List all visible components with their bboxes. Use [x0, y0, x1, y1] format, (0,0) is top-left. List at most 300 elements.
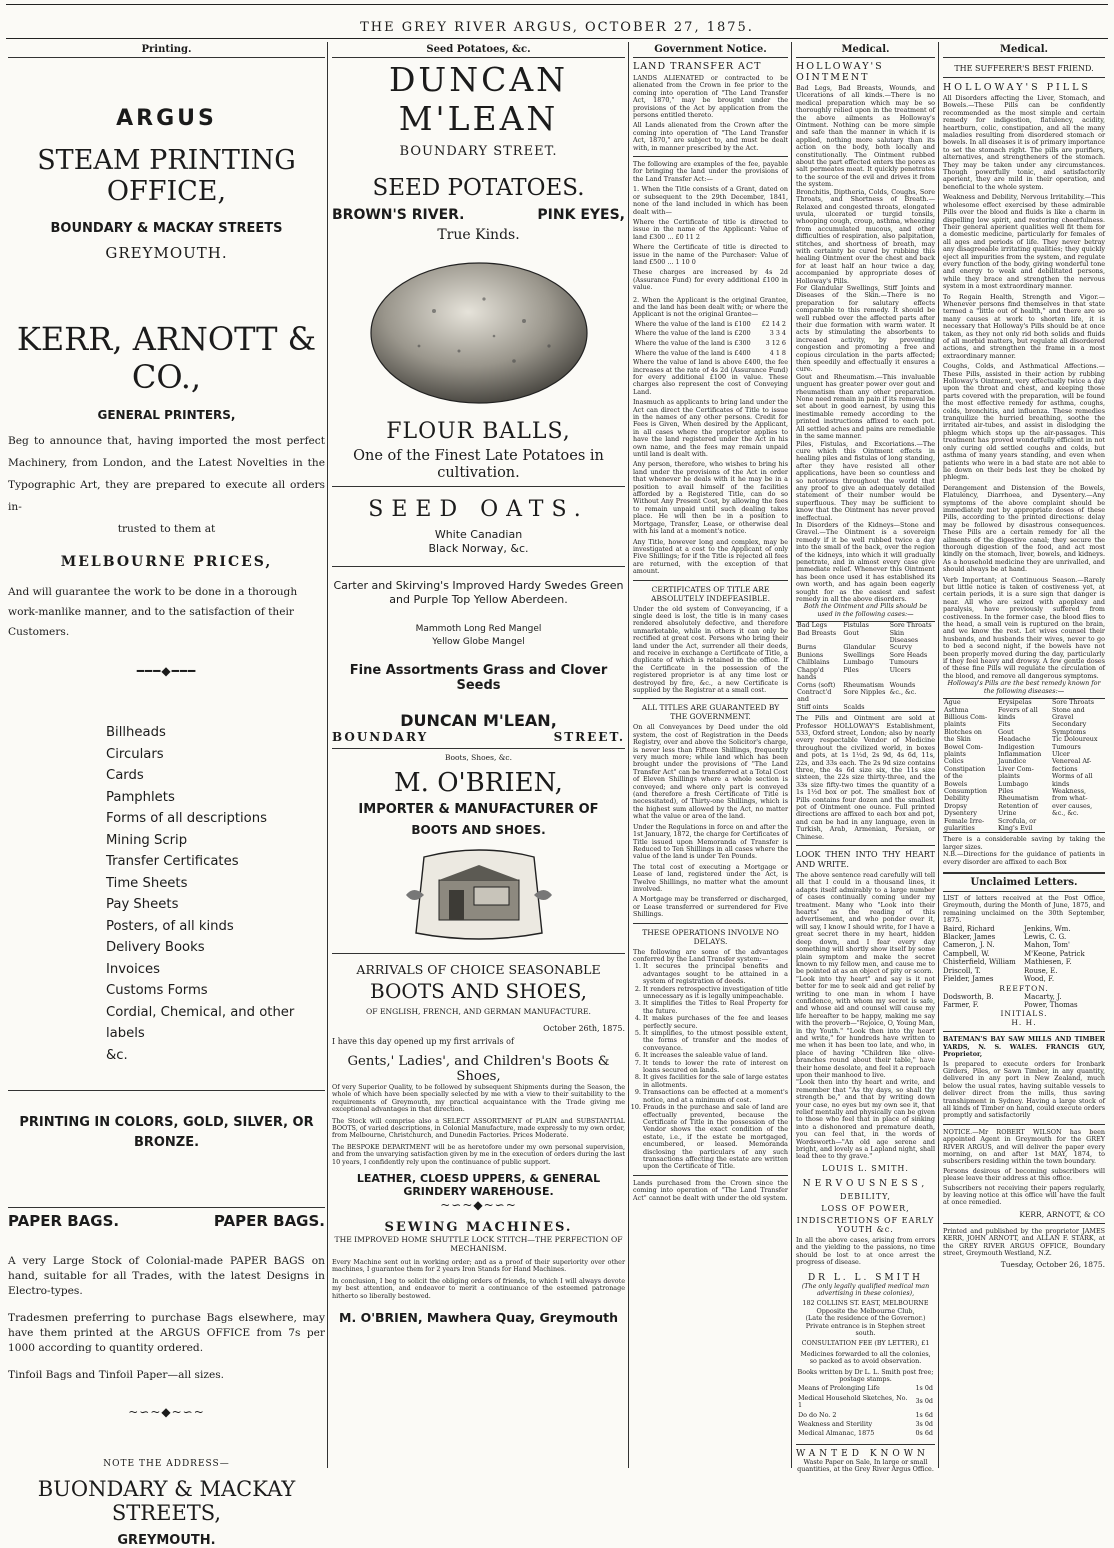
grid-cell: Debility	[944, 794, 970, 803]
grid-cell: Weakness,	[1052, 786, 1086, 795]
kerr-arnott-signature: KERR, ARNOTT, & CO	[1019, 1209, 1105, 1219]
grid-cell	[1051, 818, 1105, 825]
lt-paragraph-10: Inasmuch as applicants to bring land under the Act can direct the Certificates of Title to issue in the names of any other persons. Credit for Fees is Given, When desired by the Applicant, in all cases where the proprietor applies to have the land registered under the Act in his own name, and the fees may remain unpaid until land is dealt with.	[633, 398, 788, 459]
letters-list-intro: LIST of letters received at the Post Office, Greymouth, during the Month of June, 1875, and remaining unclaimed on the 30th September, 1875.	[943, 894, 1105, 925]
pills-diseases-grid	[943, 698, 1105, 833]
table-row	[798, 1385, 933, 1392]
grid-cell: Chapp'd hands	[797, 665, 824, 682]
grid-cell: Bunions	[797, 650, 824, 659]
grid-cell: Stone and	[1052, 705, 1085, 714]
list-item: Pamphlets	[106, 789, 175, 805]
lt-paragraph-7: These charges are increased by 4s 2d (Assurance Fund) for every additional £100 in value.	[633, 268, 788, 292]
grid-cell: Rheumatism	[843, 680, 884, 689]
paper-bags-left: PAPER BAGS.	[8, 1212, 120, 1230]
notice-agent: NOTICE.—Mr ROBERT WILSON has been appointed Agent in Greymouth for the GREY RIVER ARGUS, and will deliver the paper every morning, on and after 1st MAY, 1874, to subscribers residing within the town boundary.	[943, 1127, 1105, 1166]
price-label: Medical Household Sketches, No. 1	[798, 1393, 908, 1410]
printing-colors: PRINTING IN COLORS, GOLD, SILVER, OR BRONZE.	[19, 1115, 314, 1150]
guarantee-paragraph: And will guarantee the work to be done in a thorough work-manlike manner, and to the satisfaction of their Customers.	[8, 586, 298, 638]
pills-paragraph-5: Derangement and Distension of the Bowels, Flatulency, Diarrhoea, and Dysentery.—Any symptoms of the above complaint should be immediately met by appropriate doses of these Pills, according to the printed directions: delay may be followed by disastrous consequences. These Pills are a certain remedy for all the ailments of the digestive canal; they secure the thorough digestion of the food, and act most kindly on the stomach, liver, bowels, and kidneys. As a household medicine they are unrivalled, and should always be at hand.	[943, 483, 1105, 574]
grid-cell: Inflammation	[998, 749, 1042, 758]
lt-paragraph-13: Under the old system of Conveyancing, if a single deed is lost, the title is in many cases rendered absolutely defective, and therefore unmarketable, while in others it can only be rectified at great cost. Persons who bring their land under the Act, surrender all their deeds, and receive in exchange a Certificate of Title, a duplicate of which is retained in the office. If the Certificate in the possession of the registered proprietor is at any time lost or destroyed by fire, &c., a new Certificate is supplied by the Registrar at a small cost.	[633, 604, 788, 694]
best-remedy-heading: Holloway's Pills are the best remedy known for the following diseases:—	[947, 679, 1101, 695]
lt-paragraph-1: LANDS ALIENATED or contracted to be alienated from the Crown in fee prior to the coming into operation of "The Land Transfer Act, 1870," may be brought under the provisions of the Act by application from the persons entitled thereto.	[633, 74, 788, 120]
grid-cell: Billious Com-	[944, 712, 988, 721]
grid-cell: Gout	[843, 628, 859, 637]
price-label: Do do No. 2	[798, 1410, 837, 1419]
grid-cell: Fistulas	[843, 621, 869, 630]
grid-cell: Ulcers	[889, 665, 911, 674]
street-word: STREET.	[553, 730, 625, 744]
grid-cell: Bowels	[944, 779, 968, 788]
steam-printing-office: STEAM PRINTING OFFICE,	[37, 145, 296, 207]
table-row	[798, 1421, 933, 1428]
browns-river: BROWN'S RIVER.	[332, 207, 465, 223]
book-price-table	[796, 1383, 935, 1439]
section-heading-medical: Medical.	[796, 42, 935, 58]
grid-cell: of the	[944, 772, 963, 781]
ointment-paragraph-2: Bronchitis, Diptheria, Colds, Coughs, Sore Throats, and Shortness of Breath.—Relaxed and congested throats, elongated uvula, ulcerated or turgid tonsils, whooping cough, croup, asthma, wheezing from accumulated mucous, and other difficulties of respiration, also palpitation, stitches, and shortness of breath, may with certainty be cured by rubbing this healing Ointment over the chest and back for at least half an hour twice a day, accompanied by appropriate doses of Holloway's Pills.	[796, 187, 935, 285]
divider	[633, 156, 788, 157]
boundary-street: BOUNDARY STREET.	[399, 144, 558, 159]
nervousness-heading: NERVOUSNESS,	[802, 1178, 929, 1189]
list-item: 7. It tends to lower the rate of interest on loans secured on lands.	[643, 1060, 788, 1075]
grid-cell: Liver Com-	[998, 764, 1034, 773]
ointment-paragraph-5: Piles, Fistulas, and Excoriations.—The cure which this Ointment effects in healing piles and fistulas of long standing, after they have resisted all other applications, have been so countless and so notorious throughout the world that any proof to give an adequately detailed statement of their number would be superfluous. They may be sufficient to know that the Ointment has never proved ineffectual.	[796, 439, 935, 522]
price-value: 3s 0d	[915, 1420, 933, 1428]
look-paragraph-1: The above sentence read carefully will tell all that I could in a thousand lines, it adapts itself admirably to a large number of cases continually coming under my treatment. Many who "Look into their hearts" as the reading of this advertisement, and who ponder over it, will say, I know I should write, for I have a great secret there in my heart, hidden deep down, and I fear every day something will shortly show itself by some plain symptom and make the secret known to my fellow men, and cause me to be pointed at as an object of pity or scorn.	[796, 871, 935, 976]
grid-cell: Scrofula, or	[998, 816, 1037, 825]
grid-cell: Burns	[797, 643, 817, 652]
lt-paragraph-19: Lands purchased from the Crown since the coming into operation of "The Land Transfer Act" cannot be dealt with under the old system.	[633, 1178, 788, 1202]
waste-paper-note: Waste Paper on Sale, In large or small quantities, at the Grey River Argus Office.	[797, 1457, 934, 1474]
grid-cell: Secondary	[1052, 720, 1087, 729]
lt-paragraph-8: 2. When the Applicant is the original Grantee, and the land has been dealt with; or where the Applicant is not the original Grantee—	[633, 295, 788, 319]
initials-hh: H. H.	[1011, 1018, 1037, 1028]
grid-cell	[1051, 825, 1105, 832]
note-the-address: NOTE THE ADDRESS—	[103, 1459, 230, 1469]
grid-cell: Gout	[998, 727, 1014, 736]
lt-paragraph-16: The total cost of executing a Mortgage or Lease of land, registered under the Act, is Twelve Shillings, no matter what the amount involved.	[633, 862, 788, 893]
lt-paragraph-17: A Mortgage may be transferred or discharged, or Lease transferred or surrendered for Five Shillings.	[633, 895, 788, 919]
ointment-paragraph-6: In Disorders of the Kidneys—Stone and Gravel.—The Ointment is a sovereign remedy if it be well rubbed twice a day into the small of the back, over the region of the kidneys, into which it will gradually penetrate, and in almost every case give immediate relief. Whenever this Ointment has been once used it has established its own worth, and has again been eagerly sought for as the easiest and safest remedy in all the above disorders.	[796, 520, 935, 604]
list-item: Circulars	[106, 746, 164, 762]
boot-shop-illustration	[404, 845, 554, 945]
no-delays-heading: THESE OPERATIONS INVOLVE NO DELAYS.	[642, 927, 779, 946]
ointment-paragraph-1: Bad Legs, Bad Breasts, Wounds, and Ulcerations of all kinds.—There is no medical preparation which may be so thoroughly relied upon in the treatment of the above ailments as Holloway's Ointment. Nothing can be more simple and safe than the manner in which it is applied, nothing more salutary than its action on the body, both locally and constitutionally. The Ointment rubbed about the part effected enters the pores as salt permeates meat. It quickly penetrates to the source of the evil and drives it from the system.	[796, 84, 935, 189]
divider	[332, 566, 625, 567]
section-heading-government: Government Notice.	[633, 42, 788, 58]
announcement-end: trusted to them at	[117, 523, 216, 535]
grid-cell: Sore Throats	[889, 621, 932, 630]
mangel-varieties	[332, 623, 625, 649]
list-item: Cordial, Chemical, and other labels	[106, 1004, 295, 1041]
boots-paragraph-1: Of very Superior Quality, to be followed by subsequent Shipments during the Season, the whole of which have been specially selected by me with a view to their suitability to the requirements of Greymouth, my practical acquaintance with the Trade giving me exceptional advantages in that direction.	[332, 1083, 625, 1114]
list-item: 1. It secures the principal benefits and advantages sought to be attained in a system of registration of deeds.	[643, 963, 788, 985]
list-item: &c.	[106, 1047, 128, 1063]
ornamental-divider: ~∽~◆~∽~	[440, 1198, 517, 1213]
grid-cell: Indigestion	[998, 742, 1035, 751]
grid-cell: Sore Nipples	[843, 687, 886, 696]
list-item: Pay Sheets	[106, 897, 179, 912]
address-greymouth: GREYMOUTH.	[117, 1533, 216, 1548]
divider	[633, 923, 788, 924]
list-item: Baird, Richard	[943, 924, 995, 933]
list-item: Blacker, James	[943, 933, 996, 942]
fee-table	[633, 319, 788, 359]
list-item: Campbell, W.	[943, 949, 990, 958]
grid-cell: &c., &c.	[889, 687, 917, 696]
boundary-word: BOUNDARY	[332, 730, 429, 744]
list-item: Driscoll, T.	[943, 966, 981, 975]
grid-cell: Female Irre-	[944, 816, 985, 825]
grid-cell: Ulcer	[1052, 749, 1070, 758]
grid-cell: Bad Legs	[797, 621, 828, 630]
notice-regularly: Subscribers not receiving their papers regularly, by leaving notice at this office will have the fault at once remedied.	[943, 1183, 1105, 1207]
ornamental-divider: ~∽~◆~∽~	[128, 1405, 205, 1419]
address-streets: BUONDARY & MACKAY STREETS,	[37, 1477, 296, 1525]
indiscretions: INDISCRETIONS OF EARLY YOUTH &c.	[796, 1215, 935, 1234]
yellow-globe-mangel: Yellow Globe Mangel	[432, 637, 525, 647]
pills-paragraph-4: Coughs, Colds, and Asthmatical Affections.—These Pills, assisted in their action by rubbing Holloway's Ointment, very effectually twice a day upon the throat and chest, and keeping those parts covered with the preparation, will be found the most effective remedy for asthma, coughs, colds, bronchitis, and influenza. These remedies tranquilize the hurried breathing, soothe the irritated air-tubes, and assist in dislodging the phlegm which stops up the air-passages. This treatment has proved wonderfully efficient in not only curing old settled coughs and colds, but asthma of many years standing, and even when patients who were in a bad state are not able to lie down on their beds lest they be choked by phlegm.	[943, 362, 1105, 482]
paper-bags-right: PAPER BAGS.	[213, 1212, 325, 1230]
kerr-arnott-title: KERR, ARNOTT & CO.,	[16, 320, 317, 396]
newspaper-title: THE GREY RIVER ARGUS, OCTOBER 27, 1875.	[360, 20, 754, 35]
ointment-paragraph-4: Gout and Rheumatism.—This invaluable unguent has greater power over gout and rheumatism than any other preparation. None need remain in pain if its removal be set about in good earnest, by using this inestimable remedy according to the printed instructions affixed to each pot. All settled aches and pains are remediable in the same manner.	[796, 372, 935, 441]
table-row	[635, 330, 786, 338]
boots-and-shoes-large: BOOTS AND SHOES,	[369, 979, 588, 1003]
list-item: Power, Thomas	[1024, 1000, 1078, 1009]
manufacture-origin: OF ENGLISH, FRENCH, AND GERMAN MANUFACTURE.	[366, 1007, 591, 1016]
grid-cell: gularities	[944, 824, 975, 832]
lt-paragraph-12: Any Title, however long and complex, may be investigated at a cost to the Applicant of only Five Shillings; for if the Title is rejected all fees are returned, with the exception of that amount.	[633, 537, 788, 576]
table-row	[635, 350, 786, 358]
grid-cell: Piles	[998, 786, 1014, 795]
fee-label: Where the value of the land is £100	[635, 319, 751, 328]
column-printing	[6, 42, 328, 1548]
grid-cell: Jaundice	[998, 757, 1027, 766]
masthead-top-rule	[6, 4, 1108, 5]
grid-cell: kinds	[1052, 779, 1070, 788]
list-item: M'Keone, Patrick	[1024, 949, 1085, 958]
list-item: Invoices	[106, 961, 161, 977]
masthead-bottom-rule	[6, 38, 1108, 39]
late-residence: (Late the residence of the Governor.) Private entrance is in Stephen street south.	[805, 1314, 926, 1337]
grid-cell: Worms of all	[1052, 772, 1093, 781]
lt-paragraph-2: All Lands alienated from the Crown after the coming into operation of "The Land Transfer Act, 1870," are subject to, and must be dealt with, in manner prescribed by the Act.	[633, 121, 788, 152]
fee-value: £2 14 2	[761, 319, 786, 328]
grid-cell: Corns (soft)	[797, 680, 836, 689]
grid-cell: &c., &c.	[1052, 809, 1079, 818]
look-paragraph-3: "Look then into thy heart and write, and remember that "As thy days, so shall thy strength be," and that by writing down your case, no eyes but my own see it, that relief mentally and physically can be given to those who feel that in place of sinking into a dishonored and premature death, you can feel that, in the words of Wordsworth—"An old age serene and bright, and lovely as a Lapland night, shall lead thee to thy grave."	[796, 1078, 935, 1161]
price-label: Weakness and Sterility	[798, 1420, 873, 1428]
grid-cell: Contract'd and	[797, 687, 832, 704]
grid-cell: ever causes,	[1052, 801, 1093, 810]
paper-bags-paragraph-1: A very Large Stock of Colonial-made PAPER BAGS on hand, suitable for all Trades, with the latest Designs in Electro-types.	[8, 1255, 325, 1297]
boots-and-shoes: BOOTS AND SHOES.	[411, 823, 546, 837]
m-obrien-title: M. O'BRIEN,	[394, 768, 563, 798]
grid-cell: kinds	[998, 712, 1016, 721]
importer-manufacturer: IMPORTER & MANUFACTURER OF	[358, 802, 599, 817]
grid-cell: Headache	[998, 735, 1031, 744]
loss-of-power: LOSS OF POWER,	[821, 1203, 910, 1213]
divider	[943, 77, 1105, 78]
pills-paragraph-1: All Disorders affecting the Liver, Stomach, and Bowels.—These Pills can be confidently recommended as the most simple and certain remedy for indigestion, flatulency, acidity, heartburn, colic, constipation, and all the many maladies resulting from disordered stomach or bowels. In all diseases it is of primary importance to set the stomach right. The pills are purifiers, alternatives, and strengtheners of the stomach. They may be taken under any circumstances. Though powerfully tonic, and satisfactorily aperient, they are mild in their operation, and beneficial to the whole system.	[943, 94, 1105, 191]
debility: DEBILITY,	[840, 1191, 891, 1201]
carter-skirving-swedes: Carter and Skirving's Improved Hardy Swedes Green and Purple Top Yellow Aberdeen.	[333, 579, 624, 606]
paper-bags-heading	[8, 1212, 325, 1230]
grid-cell: Sore Heads	[889, 650, 928, 659]
grid-cell: Urine	[998, 809, 1017, 818]
list-item: Mining Scrip	[106, 832, 188, 848]
grid-cell: Stiff oints	[797, 702, 829, 711]
divider	[633, 580, 788, 581]
printed-published: Printed and published by the proprietor JAMES KERR, JOHN ARNOTT, and ALLAN F. STARK, at the GREY RIVER ARGUS OFFICE, Boundary street, Greymouth Westland, N.Z.	[943, 1226, 1105, 1258]
list-item: Wood, F.	[1024, 975, 1055, 984]
price-label: Means of Prolonging Life	[798, 1384, 880, 1393]
pills-paragraph-2: Weakness and Debility, Nervous Irritability.—This wholesome effect exercised by these admirable Pills over the blood and fluids is like a charm in dispelling low spirit, and restoring cheerfulness. Their general aperient qualities well fit them for a domestic medicine, particularly for females of all ages and periods of life. They never betray any disagreeable irritating qualities; they quickly eject all impurities from the system, and regulate every function of the body, giving wonderful tone and energy to weak and debilitated persons, while they brace and strengthen the nervous system in a most extraordinary manner.	[943, 193, 1105, 291]
opened-arrivals: I have this day opened up my first arrivals of	[332, 1037, 514, 1046]
grid-cell: from what-	[1052, 794, 1088, 803]
batemans-bay-heading: BATEMAN'S BAY SAW MILLS AND TIMBER YARDS, N. S. WALES. FRANCIS GUY, Proprietor,	[943, 1035, 1105, 1059]
initials-heading: INITIALS.	[1000, 1009, 1048, 1019]
divider	[943, 1223, 1105, 1224]
lt-paragraph-15: Under the Regulations in force on and after the 1st January, 1872, the charge for Certificates of Title issued upon Memoranda of Transfer is Reduced to Ten Shillings in all cases where the value of the land is under Ten Pounds.	[633, 822, 788, 861]
melbourne-prices: MELBOURNE PRICES,	[60, 554, 273, 570]
publication-date: Tuesday, October 26, 1875.	[1000, 1260, 1105, 1270]
grid-cell: Fits	[998, 720, 1011, 729]
list-item: Dodsworth, B.	[943, 992, 994, 1001]
list-item: Transfer Certificates	[106, 854, 239, 869]
list-item: Cards	[106, 768, 144, 783]
grid-cell: Wounds	[889, 680, 916, 689]
list-item: Macarty, J.	[1024, 992, 1062, 1001]
fee-label: Where the value of the land is £300	[635, 338, 751, 347]
newspaper-page	[6, 42, 1108, 1548]
guaranteed-heading: ALL TITLES ARE GUARANTEED BY THE GOVERNMENT.	[641, 703, 780, 722]
unclaimed-names-reefton	[943, 993, 1105, 1010]
m-obrien-address: M. O'BRIEN, Mawhera Quay, Greymouth	[339, 1310, 618, 1326]
boots-paragraph-3: The BESPOKE DEPARTMENT will be as heretofore under my own personal supervision, and from the unvarying satisfaction given by me in the execution of orders during the last 10 years, I confidently rely upon the continuance of public support.	[332, 1142, 625, 1166]
black-norway: Black Norway, &c.	[428, 542, 529, 555]
grid-cell: plaints	[998, 772, 1020, 781]
divider	[8, 1207, 325, 1208]
grid-cell: King's Evil	[998, 824, 1033, 832]
greymouth-label: GREYMOUTH.	[105, 244, 228, 262]
announcement-text: Beg to announce that, having imported the most perfect Machinery, from London, and the Latest Novelties in the Typographic Art, they are prepared to execute all orders in-	[8, 435, 325, 513]
pink-eyes: PINK EYES,	[537, 207, 625, 223]
argus-title: ARGUS	[116, 106, 217, 131]
certificates-heading: CERTIFICATES OF TITLE ARE ABSOLUTELY INDEFEASIBLE.	[651, 584, 770, 603]
grid-cell: Bowel Com-	[944, 742, 983, 751]
dr-smith-name: DR L. L. SMITH	[807, 1272, 924, 1283]
list-item: Cameron, J. N.	[943, 941, 995, 950]
list-item: Mathiesen, F.	[1024, 958, 1072, 967]
grid-cell: plaints	[944, 749, 966, 758]
section-heading-seed-potatoes: Seed Potatoes, &c.	[332, 42, 625, 58]
column-government-notice	[630, 42, 792, 1468]
list-item: 3. It simplifies the Titles to Real Property for the future.	[643, 1000, 788, 1015]
look-paragraph-2: "Look into thy heart" and say is it not better for me to seek aid and get relief by writing to one man in whom I have confidence, with whom my secret is safe, and whose aid and counsel will cause my life hereafter to be happy, making me say with the proverb—"Rejoice, O, Young Man, in thy Youth." "Look then into thy heart and write," for hundreds have written to me when it has been too late, and who, in place of having "Children like olive-branches round about their table," have their home desolate, and feel it a reproach upon their manhood to live.	[796, 974, 935, 1079]
medicines-forwarded: Medicines forwarded to all the colonies, so packed as to avoid observation.	[800, 1349, 931, 1366]
price-value: 1s 6d	[915, 1410, 933, 1419]
grid-cell: fections	[1052, 764, 1078, 773]
wanted-known-heading: WANTED KNOWN	[796, 1448, 929, 1459]
notice-subscribers: Persons desirous of becoming subscribers will please leave their address at this office.	[943, 1166, 1105, 1183]
column-medical-ointment	[793, 42, 939, 1474]
table-row	[798, 1412, 933, 1419]
grid-cell: Constipation	[944, 764, 986, 773]
section-heading-medical-2: Medical.	[943, 42, 1105, 58]
printing-services-list	[106, 722, 325, 1066]
pills-paragraph-6: Verb Important; at Continuous Season.—Rarely but little notice is taken of costiveness yet, at certain periods, it is a sure sign that danger is near. All who are seized with apoplexy and paralysis, have previously suffered from costiveness. In the former case, the blood flies to the head, a small vein is ruptured on the brain, and we know the rest. Let wives counsel their husbands, and husbands their wives, never to go to bed a second night, if the bowels have not been properly moved during the day, particularly if they feel heavy and drowsy. A few gentle doses of these fine Pills will regulate the circulation of the blood, and remove all dangerous symptoms.	[943, 575, 1105, 680]
grid-cell: Retention of	[998, 801, 1038, 810]
list-item: 9. Transactions can be effected at a moment's notice, and at a minimum of cost.	[643, 1089, 788, 1104]
grid-cell: Asthma	[944, 705, 969, 714]
lt-paragraph-6: Where the Certificate of title is directed to issue in the name of the Purchaser: Value of land £500 ... 1 10 0	[633, 243, 788, 266]
gents-ladies-children: Gents,' Ladies', and Children's Boots & Shoes,	[347, 1054, 610, 1084]
list-item: Lewis, C. G.	[1024, 933, 1067, 942]
ointment-paragraph-3: For Glandular Swellings, Stiff Joints and Diseases of the Skin.—There is no preparation for salutary effects comparable to this remedy. It should be well rubbed over the affected parts after their due formation with warm water. It acts by stimulating the absorbents to increased activity, by preventing congestion and promoting a free and copious circulation in the parts affected; then speedily and effectually it ensures a cure.	[796, 283, 935, 374]
lt-paragraph-3: The following are examples of the fee, payable for bringing the land under the provisions of the Land Transfer Act:—	[633, 160, 788, 183]
list-item: 10. Frauds in the purchase and sale of land are effectually prevented, because the Certificate of Title in the possession of the Vendor shows the exact condition of the estate, i.e., if the estate be mortgaged, encumbered, or leased. Memoranda disclosing the particulars of any such transactions affecting the estate are written upon the Certificate of Title.	[643, 1104, 788, 1171]
pills-paragraph-3: To Regain Health, Strength and Vigor.—Whenever persons find themselves in that state termed a "little out of health," and there are so many causes at work to shorten life, it is necessary that Holloway's Pills should be at once taken, as they not only rid both solids and fluids of all morbid matters, but regulate all disordered actions, and strengthen the frame in a most extraordinary manner.	[943, 292, 1105, 360]
list-item: Customs Forms	[106, 983, 208, 998]
fee-label: Where the value of the land is £200	[635, 329, 751, 338]
list-item: 2. It renders retrospective investigation of title unnecessary as it is legally unimpeachable.	[643, 986, 788, 1001]
grid-cell: Bad Breasts	[797, 628, 837, 637]
grid-cell: Gravel	[1052, 712, 1074, 721]
list-item: Farmer, F.	[943, 1000, 979, 1009]
divider	[943, 1124, 1105, 1125]
paper-bags-paragraph-2: Tradesmen preferring to purchase Bags elsewhere, may have them printed at the ARGUS OFFICE from 7s per 1000 according to quantity ordered.	[8, 1312, 325, 1354]
lt-paragraph-14: On all Conveyances by Deed under the old system, the cost of Registration in the Deeds Registry, over and above the Solicitor's charge, is never less than Fifteen Shillings, frequently very much more; while land which has been brought under the provisions of "The Land Transfer Act" can be transferred at a Total Cost of Eleven Shillings where a whole section is conveyed; and where only part is conveyed (and therefore a fresh Certificate of Title is necessitated), of Thirty-one Shillings, which is the highest sum allowed by the Act, no matter what the value or area of the land.	[633, 723, 788, 821]
fee-value: 3 12 6	[765, 338, 786, 347]
grid-cell: Scalds	[843, 702, 865, 711]
unclaimed-letters-heading: Unclaimed Letters.	[943, 872, 1105, 892]
potato-illustration	[364, 251, 594, 411]
list-item: Time Sheets	[106, 875, 188, 891]
divider	[796, 845, 935, 846]
seed-oats-title: SEED OATS.	[368, 497, 589, 522]
lt-paragraph-4: 1. When the Title consists of a Grant, dated on or subsequent to the 29th December, 1841, none of the land included in which has been dealt with—	[633, 185, 788, 216]
list-item: Fielder, James	[943, 975, 994, 984]
grid-cell: the Skin	[944, 735, 971, 744]
list-item: 4. It makes purchases of the fee and leases perfectly secure.	[643, 1015, 788, 1030]
list-item: Mahon, Tom'	[1024, 941, 1070, 950]
grid-cell: Piles	[843, 665, 859, 674]
duncan-mclean-footer: DUNCAN M'LEAN,	[400, 711, 557, 730]
grid-cell: Fevers of all	[998, 705, 1038, 714]
white-canadian: White Canadian	[434, 528, 523, 541]
list-item: 6. It increases the saleable value of land.	[643, 1052, 788, 1059]
divider	[633, 1175, 788, 1176]
section-heading-printing: Printing.	[8, 42, 325, 58]
batemans-bay-paragraph: Is prepared to execute orders for Ironbark Girders, Piles, or Sawn Timber, in any quantity, delivered in any port in New Zealand, much below the usual rates, having suitable vessels to deliver direct from the mills, thus saving transhipment in Sydney. Having a large stock of all kinds of Timber on hand, could execute orders promptly and satisfactorily	[943, 1059, 1105, 1120]
list-item: Posters, of all kinds	[106, 918, 234, 934]
announcement-paragraph	[8, 430, 325, 540]
grid-cell: Colics	[944, 757, 964, 766]
grid-cell: Venereal Af-	[1052, 757, 1092, 766]
flour-balls-title: FLOUR BALLS,	[386, 419, 571, 444]
finest-late-potatoes: One of the Finest Late Potatoes in cultivation.	[353, 448, 604, 481]
louis-smith-signature: LOUIS L. SMITH.	[822, 1163, 909, 1173]
saving-note: There is a considerable saving by taking the larger sizes.	[943, 835, 1105, 851]
arrivals-heading: ARRIVALS OF CHOICE SEASONABLE	[356, 962, 601, 977]
collins-address: 182 COLLINS ST. EAST, MELBOURNE	[802, 1299, 929, 1308]
grid-cell: Dropsy	[944, 801, 968, 810]
potato-varieties	[332, 207, 625, 223]
list-item: Chisterfield, William	[943, 958, 1016, 967]
mammoth-mangel: Mammoth Long Red Mangel	[415, 624, 542, 634]
unclaimed-names-greymouth	[943, 925, 1105, 984]
notice-date: October 26th, 1875.	[543, 1024, 625, 1033]
divider	[332, 953, 625, 954]
seed-potatoes-title: SEED POTATOES.	[372, 175, 585, 201]
fee-value: 3 3 4	[769, 329, 786, 338]
price-label: Medical Almanac, 1875	[798, 1429, 875, 1438]
masthead	[0, 0, 1114, 42]
sewing-machines-title: SEWING MACHINES.	[384, 1220, 573, 1236]
grass-clover-seeds: Fine Assortments Grass and Clover Seeds	[349, 663, 608, 693]
both-used-heading: Both the Ointment and Pills should be used in the following cases:—	[803, 602, 928, 618]
list-item: Delivery Books	[106, 940, 205, 955]
list-item: Forms of all descriptions	[106, 811, 267, 826]
consultation-fee: CONSULTATION FEE (BY LETTER), £1	[801, 1339, 930, 1348]
list-item: Jenkins, Wm.	[1024, 924, 1071, 933]
home-shuttle: THE IMPROVED HOME SHUTTLE LOCK STITCH—THE PERFECTION OF MECHANISM.	[334, 1235, 623, 1254]
grid-cell: Tic Doloureux	[1052, 735, 1098, 744]
lt-paragraph-18: The following are some of the advantages conferred by the Land Transfer system:—	[633, 947, 788, 963]
advantages-list	[633, 963, 788, 1170]
ornamental-divider: ━━━◆━━━	[136, 664, 197, 678]
reefton-heading: REEFTON.	[999, 983, 1049, 993]
grid-cell: Erysipelas	[998, 698, 1032, 707]
grid-cell: Tumours	[1052, 742, 1081, 751]
lt-paragraph-9: Where the value of land is above £400, the fee increases at the rate of 4s 2d (Assurance Fund) for every additional £100 in value. These charges also represent the cost of Conveying Land.	[633, 358, 788, 396]
divider	[332, 748, 625, 749]
opposite-club: Opposite the Melbourne Club,	[816, 1306, 915, 1315]
divider	[633, 698, 788, 699]
lt-paragraph-11: Any person, therefore, who wishes to bring his land under the provisions of the Act in order that whenever he deals with it he may be in a position to avail himself of the facilities afforded by a Registered Title, can do so Without Any Present Cost, by allowing the fees to remain unpaid until such dealing takes place. He will then be in a position to Mortgage, Transfer, Lease, or otherwise deal with his land at a moment's notice.	[633, 460, 788, 536]
list-item: Billheads	[106, 725, 166, 740]
list-item: 5. It simplifies, to the utmost possible extent, the forms of transfer and the modes of conveyance.	[643, 1030, 788, 1052]
table-row	[798, 1430, 933, 1437]
boots-paragraph-2: The Stock will comprise also a SELECT ASSORTMENT of PLAIN and SUBSTANTIAL BOOTS, of varied descriptions, in Colonial Manufacture, made expressly to my own order, from Melbourne, Christchurch, and Dunedin Factories. Prices Moderate.	[332, 1116, 625, 1140]
grid-cell: Chilblains	[797, 658, 830, 667]
price-value: 3s 0d	[915, 1397, 933, 1406]
fee-label: Where the value of the land is £400	[635, 348, 751, 357]
grid-cell: Lumbago	[998, 779, 1029, 788]
grid-cell: Symptoms	[1052, 727, 1086, 736]
ointment-paragraph-7: The Pills and Ointment are sold at Professor HOLLOWAY'S Establishment, 533, Oxford street, London; also by nearly every respectable Vendor of Medicine throughout the civilized world, in boxes and pots, at 1s 1½d, 2s 9d, 4s 6d, 11s, 22s, and 33s each. The 2s 9d size contains three, the 4s 6d size six, the 11s size sixteen, the 22s size thirty-three, and the 33s size fifty-two times the quantity of a 1s 1½d box or pot. The smallest box of Pills contains four dozen and the smallest pot of Ointment one ounce. Full printed directions are affixed to each box and pot, and can be had in any language, even in Turkish, Arab, Armenian, Persian, or Chinese.	[796, 714, 935, 841]
boundary-street-footer	[332, 730, 625, 744]
look-heading: LOOK THEN INTO THY HEART AND WRITE.	[796, 850, 935, 870]
table-row	[635, 340, 786, 348]
grid-cell: Glandular	[843, 643, 876, 652]
grid-cell	[889, 704, 935, 711]
nervousness-paragraph: In all the above cases, arising from errors and the yielding to the passions, no time should be lost to at once arrest the progress of disease.	[796, 1235, 935, 1267]
duncan-mclean-title: DUNCAN M'LEAN	[388, 60, 569, 138]
grid-cell: Tumours	[889, 658, 919, 667]
list-item: 8. It gives facilities for the sale of large estates in allotments.	[643, 1074, 788, 1089]
oat-varieties	[332, 528, 625, 556]
ointment-cases-grid	[796, 621, 935, 712]
grid-cell: Skin Diseases	[889, 628, 919, 645]
divider	[943, 1031, 1105, 1032]
column-seed-potatoes	[329, 42, 629, 1468]
grid-cell: Lumbago	[843, 658, 874, 667]
grid-cell: Swellings	[843, 650, 875, 659]
